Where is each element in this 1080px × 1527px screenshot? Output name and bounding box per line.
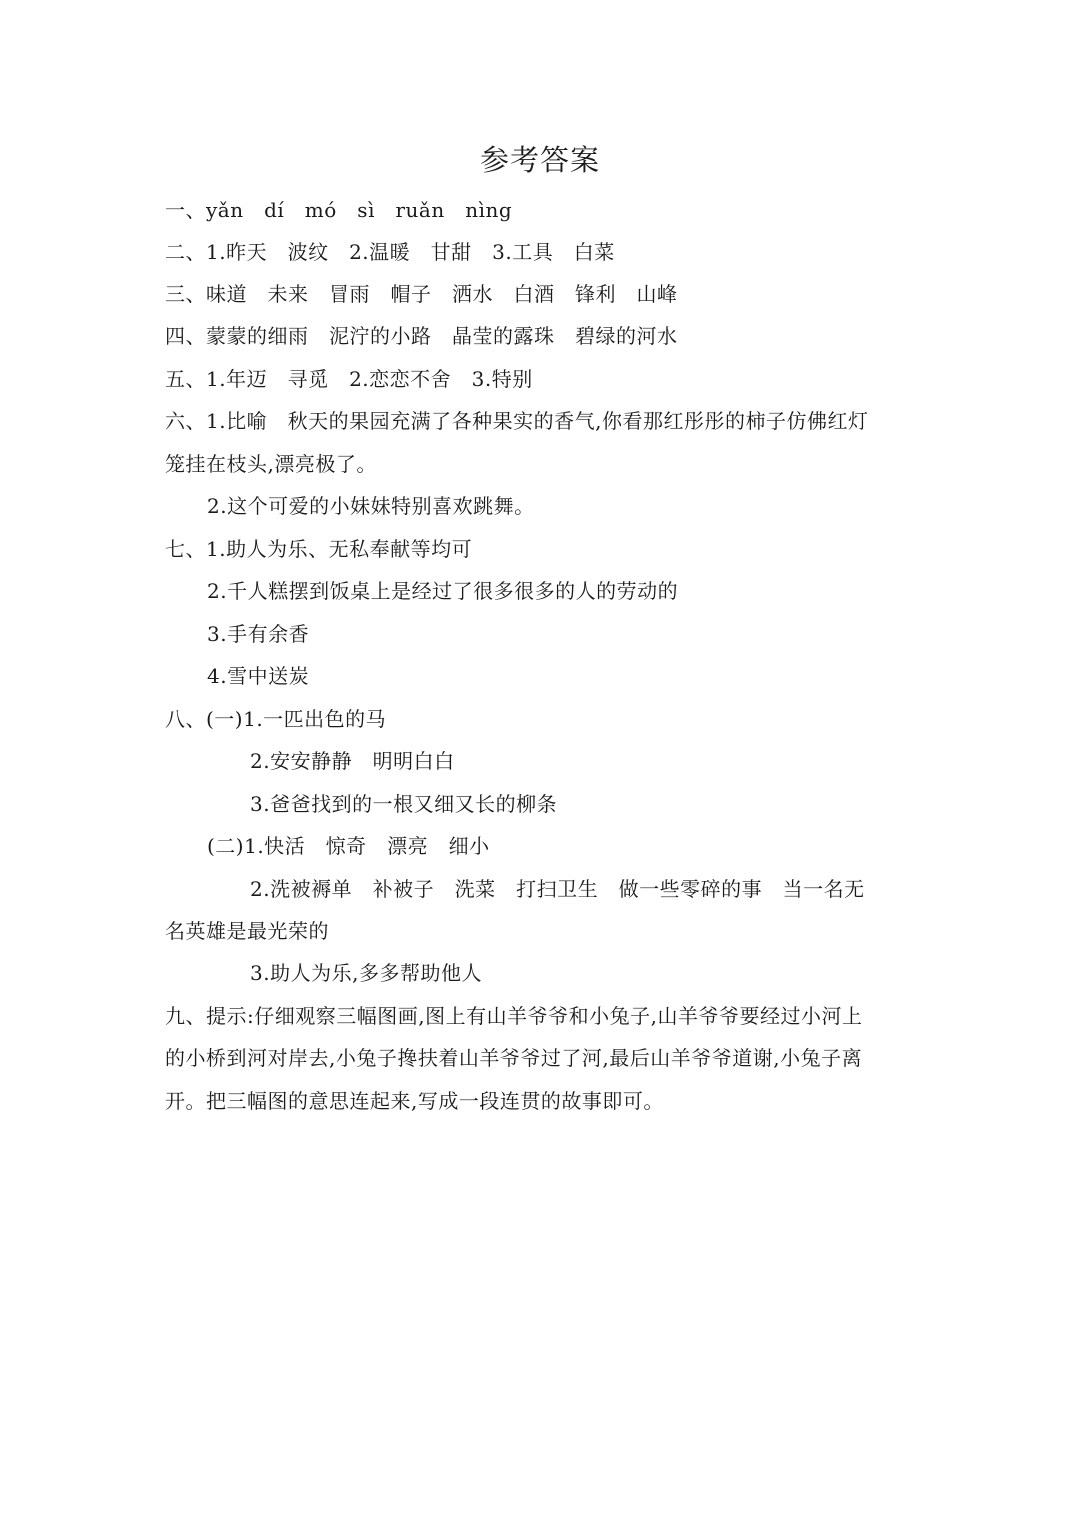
answer-line-6: 六、1.比喻 秋天的果园充满了各种果实的香气,你看那红彤彤的柿子仿佛红灯	[165, 409, 869, 433]
answer-line-7-3: 3.手有余香	[207, 622, 310, 646]
answer-line-9-cont-1: 的小桥到河对岸去,小兔子搀扶着山羊爷爷过了河,最后山羊爷爷道谢,小兔子离	[165, 1046, 863, 1070]
answer-line-8-2-2-cont: 名英雄是最光荣的	[165, 919, 329, 943]
answer-line-7-2: 2.千人糕摆到饭桌上是经过了很多很多的人的劳动的	[207, 579, 679, 603]
page-title: 参考答案	[479, 143, 600, 177]
answer-line-8-1-2: 2.安安静静 明明白白	[250, 749, 455, 773]
answer-line-1: 一、yǎn dí mó sì ruǎn nìng	[165, 198, 513, 222]
answer-line-2: 二、1.昨天 波纹 2.温暖 甘甜 3.工具 白菜	[165, 240, 615, 264]
answer-line-8-2-2: 2.洗被褥单 补被子 洗菜 打扫卫生 做一些零碎的事 当一名无	[250, 877, 865, 901]
answer-line-3: 三、味道 未来 冒雨 帽子 洒水 白酒 锋利 山峰	[165, 282, 678, 306]
answer-line-8: 八、(一)1.一匹出色的马	[165, 707, 387, 731]
answer-line-7-4: 4.雪中送炭	[207, 664, 310, 688]
answer-line-8-2: (二)1.快活 惊奇 漂亮 细小	[207, 834, 490, 858]
answer-line-7: 七、1.助人为乐、无私奉献等均可	[165, 537, 473, 561]
answer-line-5: 五、1.年迈 寻觅 2.恋恋不舍 3.特别	[165, 367, 533, 391]
answer-line-8-2-3: 3.助人为乐,多多帮助他人	[250, 961, 482, 985]
answer-line-6-cont: 笼挂在枝头,漂亮极了。	[165, 452, 377, 476]
answer-line-9: 九、提示:仔细观察三幅图画,图上有山羊爷爷和小兔子,山羊爷爷要经过小河上	[165, 1004, 863, 1028]
answer-line-9-cont-2: 开。把三幅图的意思连起来,写成一段连贯的故事即可。	[165, 1089, 664, 1113]
answer-line-4: 四、蒙蒙的细雨 泥泞的小路 晶莹的露珠 碧绿的河水	[165, 324, 678, 348]
answer-line-6-2: 2.这个可爱的小妹妹特别喜欢跳舞。	[207, 494, 535, 518]
answer-line-8-1-3: 3.爸爸找到的一根又细又长的柳条	[250, 792, 558, 816]
